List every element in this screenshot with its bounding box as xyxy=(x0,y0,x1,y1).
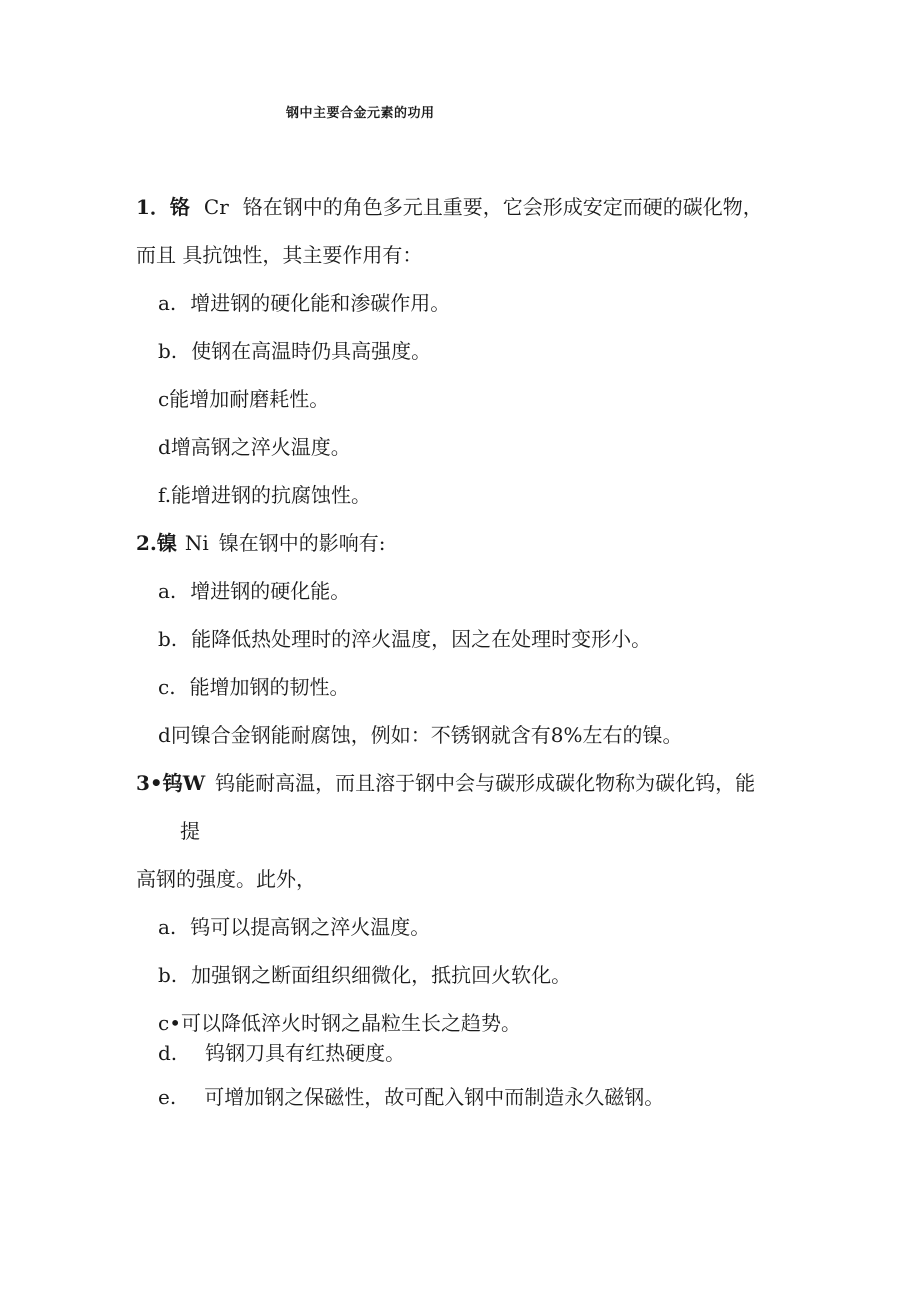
list-item xyxy=(158,722,683,748)
item-marker: c xyxy=(158,387,170,411)
section-3-intro-cont: 高钢的强度。此外， xyxy=(136,867,316,891)
list-item xyxy=(158,290,450,316)
section-1-intro-cont: 而且 具抗蚀性，其主要作用有： xyxy=(136,243,423,267)
item-text: 钨可以提高钢之淬火温度。 xyxy=(190,915,431,939)
section-1-number: 1．铬 xyxy=(136,195,190,219)
list-item xyxy=(158,1084,664,1110)
item-text: 增进钢的硬化能和渗碳作用。 xyxy=(190,291,451,315)
item-marker: b. xyxy=(158,963,178,987)
item-marker: a. xyxy=(158,915,177,939)
list-item xyxy=(158,626,651,652)
item-text: 加强钢之断面组织细微化，抵抗回火软化。 xyxy=(191,963,572,987)
section-1-symbol: Cr xyxy=(203,195,229,219)
list-item xyxy=(158,386,329,412)
section-2-heading xyxy=(136,530,386,556)
item-marker: d xyxy=(158,435,171,459)
item-marker: a. xyxy=(158,291,177,315)
list-item xyxy=(158,1040,405,1066)
item-text: 能增加钢的韧性。 xyxy=(189,675,350,699)
item-text: 可增加钢之保磁性，故可配入钢中而制造永久磁钢。 xyxy=(204,1085,665,1109)
list-item xyxy=(158,482,371,508)
item-text: 冋镍合金钢能耐腐蚀，例如：不锈钢就含有8%左右的镍。 xyxy=(170,723,683,747)
item-text: 增高钢之淬火温度。 xyxy=(170,435,351,459)
list-item xyxy=(158,338,431,364)
list-item xyxy=(158,434,351,460)
item-text: 能降低热处理时的淬火温度，因之在处理时变形小。 xyxy=(191,627,652,651)
item-text: 可以降低淬火时钢之晶粒生长之趋势。 xyxy=(181,1011,521,1035)
section-3-number: 3•钨W xyxy=(136,771,206,795)
list-item xyxy=(158,962,571,988)
item-marker: b. xyxy=(158,339,178,363)
list-item xyxy=(158,578,350,604)
section-1-heading xyxy=(136,194,763,220)
item-marker: b. xyxy=(158,627,178,651)
item-text: 能增加耐磨耗性。 xyxy=(169,387,330,411)
item-marker: f. xyxy=(158,483,172,507)
item-marker: d xyxy=(158,723,171,747)
section-3-wrap: 提 xyxy=(180,819,200,843)
section-2-intro: 镍在钢中的影响有: xyxy=(218,531,386,555)
item-marker: a. xyxy=(158,579,177,603)
section-2-symbol: Ni xyxy=(184,531,209,555)
section-3-heading xyxy=(136,770,755,796)
item-marker: c. xyxy=(158,675,176,699)
item-marker: d. xyxy=(158,1041,178,1065)
item-text: 增进钢的硬化能。 xyxy=(190,579,351,603)
item-text: 能增进钢的抗腐蚀性。 xyxy=(171,483,372,507)
list-item xyxy=(158,1010,521,1036)
section-2-number: 2.镍 xyxy=(136,531,177,555)
list-item xyxy=(158,674,350,700)
item-marker: e. xyxy=(158,1085,177,1109)
section-3-intro: 钨能耐高温，而且溶于钢中会与碳形成碳化物称为碳化钨，能 xyxy=(215,771,756,795)
item-text: 钨钢刀具有红热硬度。 xyxy=(205,1041,406,1065)
section-1-intro: 铬在钢中的角色多元且重要，它会形成安定而硬的碳化物， xyxy=(242,195,763,219)
page-title: 钢中主要合金元素的功用 xyxy=(286,106,435,121)
item-text: 使钢在高温時仍具高强度。 xyxy=(191,339,432,363)
item-marker: c• xyxy=(158,1011,181,1035)
list-item xyxy=(158,914,430,940)
